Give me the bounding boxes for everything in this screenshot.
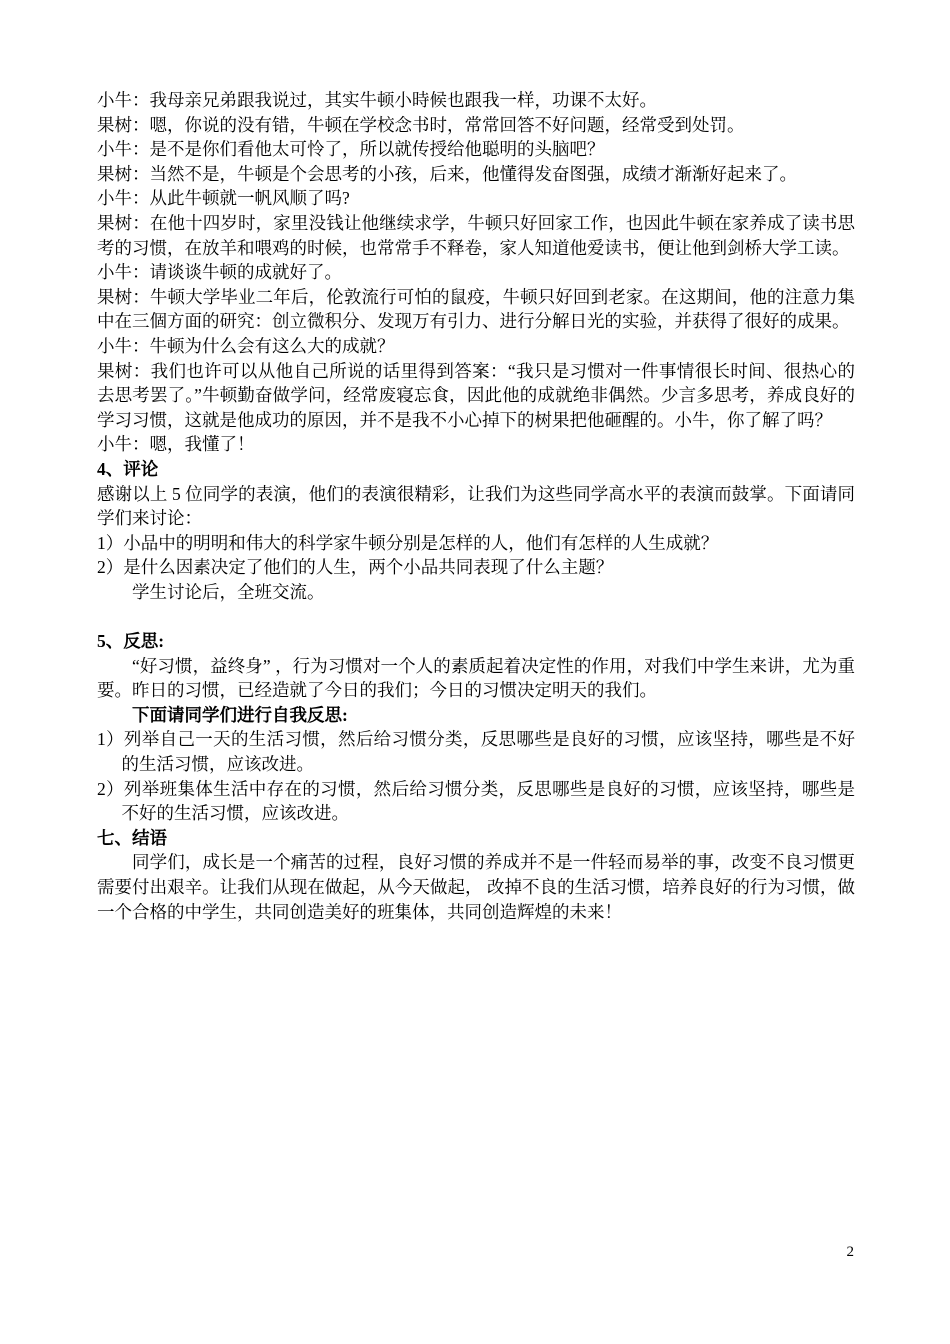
dialogue-line: 小牛：是不是你们看他太可怜了，所以就传授给他聪明的头脑吧？ [97,139,605,160]
discussion-note: 学生讨论后，全班交流。 [132,581,325,602]
dialogue-line: 果树：当然不是，牛顿是个会思考的小孩，后来，他懂得发奋图强，成绩才渐渐好起来了。 [97,163,797,184]
dialogue-line: 小牛：我母亲兄弟跟我说过，其实牛顿小時候也跟我一样，功课不太好。 [97,90,657,110]
section-heading-reflection: 5、反思: [97,631,165,652]
dialogue-line: 果树：牛顿大学毕业二年后，伦敦流行可怕的鼠疫，牛顿只好回到老家。在这期间，他的注意力集中在三個方面的研究：创立微积分、发现万有引力、进行分解日光的实验，并获得了很好的成果。 [97,286,855,332]
dialogue-line: 小牛：从此牛顿就一帆风顺了吗? [97,188,350,209]
discussion-question-1: 1）小品中的明明和伟大的科学家牛顿分别是怎样的人，他们有怎样的人生成就？ [97,532,719,553]
section-heading-comment: 4、评论 [97,458,159,479]
page-number: 2 [846,1244,854,1260]
section-heading-conclusion: 七、结语 [97,827,167,848]
dialogue-line: 小牛：请谈谈牛顿的成就好了。 [97,262,342,283]
dialogue-line: 果树：我们也许可以从他自己所说的话里得到答案：“我只是习惯对一件事情很长时间、很热心的去思考罢了。”牛顿勤奋做学问，经常废寝忘食，因此他的成就绝非偶然。少言多思考，养成良好的学习习惯，这就是他成功的原因，并不是我不小心掉下的树果把他砸醒的。小牛，你了解了吗？ [97,360,855,430]
dialogue-line: 小牛：嗯，我懂了！ [97,434,255,455]
comment-intro: 感谢以上 5 位同学的表演，他们的表演很精彩，让我们为这些同学高水平的表演而鼓掌。下面请同学们来讨论： [97,483,855,529]
dialogue-line: 果树：在他十四岁时，家里没钱让他继续求学，牛顿只好回家工作，也因此牛顿在家养成了读书思考的习惯，在放羊和喂鸡的时候，也常常手不释卷，家人知道他爱读书，便让他到剑桥大学工读。 [97,212,855,258]
discussion-question-2: 2）是什么因素决定了他们的人生，两个小品共同表现了什么主题？ [97,557,614,578]
dialogue-line: 果树：嗯，你说的没有错，牛顿在学校念书时，常常回答不好问题，经常受到处罚。 [97,114,745,135]
reflection-task-2: 2）列举班集体生活中存在的习惯，然后给习惯分类，反思哪些是良好的习惯，应该坚持，哪些是不好的生活习惯，应该改进。 [97,778,855,824]
reflection-task-1: 1）列举自己一天的生活习惯，然后给习惯分类，反思哪些是良好的习惯，应该坚持，哪些是不好的生活习惯，应该改进。 [97,729,855,775]
conclusion-paragraph: 同学们，成长是一个痛苦的过程，良好习惯的养成并不是一件轻而易举的事，改变不良习惯更需要付出艰辛。让我们从现在做起，从今天做起， 改掉不良的生活习惯，培养良好的行为习惯，做一个合格的中学生，共同创造美好的班集体，共同创造辉煌的未来！ [97,852,855,922]
reflection-intro: “好习惯，益终身” ，行为习惯对一个人的素质起着决定性的作用，对我们中学生来讲，尤为重要。昨日的习惯，已经造就了今日的我们；今日的习惯决定明天的我们。 [97,655,855,701]
dialogue-line: 小牛：牛顿为什么会有这么大的成就？ [97,335,395,356]
reflection-prompt: 下面请同学们进行自我反思: [132,704,348,725]
